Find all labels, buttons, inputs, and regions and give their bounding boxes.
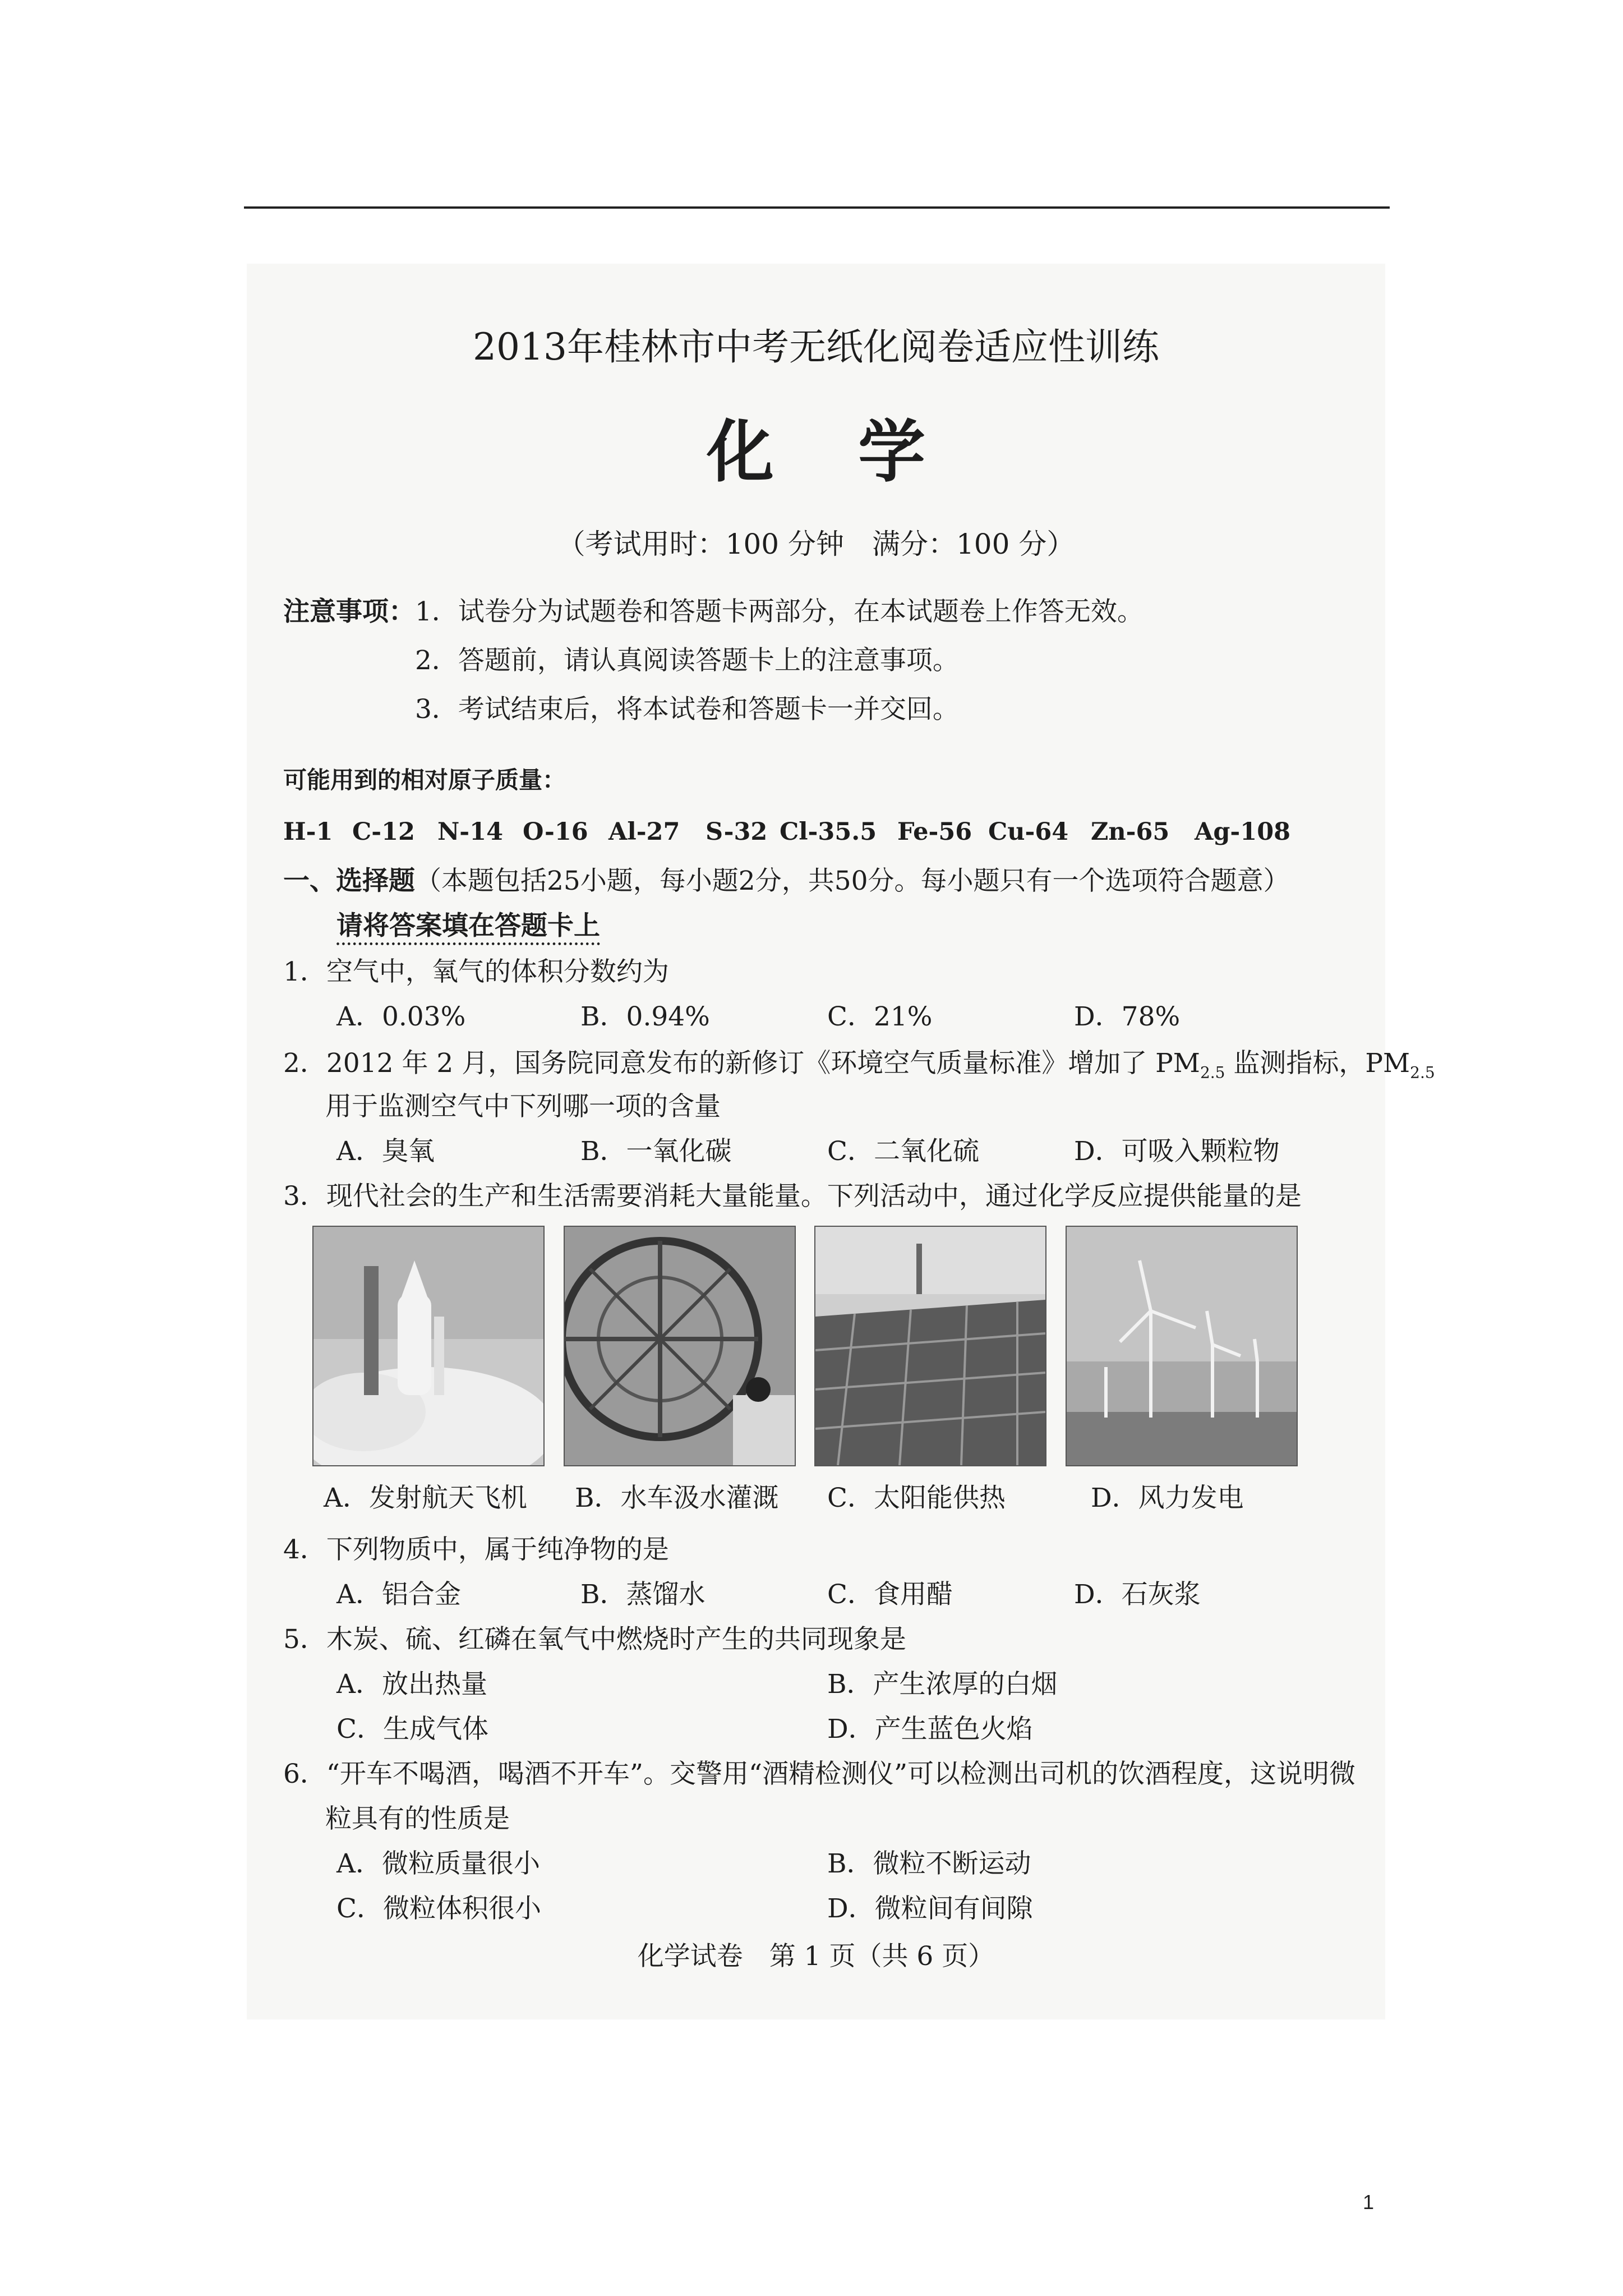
mass-c: C-12 — [352, 818, 415, 846]
mass-cl: Cl-35.5 — [780, 818, 877, 846]
q4-option-c: C．食用醋 — [827, 1579, 953, 1610]
q3-option-a: A．发射航天飞机 — [324, 1483, 527, 1513]
waterwheel-photo — [564, 1226, 796, 1466]
solar-heater-photo — [814, 1226, 1046, 1466]
q1-stem: 1．空气中，氧气的体积分数约为 — [283, 956, 669, 987]
exam-title: 2013年桂林市中考无纸化阅卷适应性训练 — [473, 325, 1159, 369]
q3-option-b: B．水车汲水灌溉 — [575, 1483, 779, 1513]
mass-h: H-1 — [283, 818, 333, 846]
q1-option-d: D．78% — [1074, 1001, 1181, 1032]
q2-option-b: B．一氧化碳 — [580, 1136, 732, 1167]
q5-option-c: C．生成气体 — [336, 1714, 488, 1745]
q6-stem-line1: 6．“开车不喝酒，喝酒不开车”。交警用“酒精检测仪”可以检测出司机的饮酒程度，这说明微 — [283, 1759, 1356, 1789]
q3-option-d: D．风力发电 — [1091, 1483, 1244, 1513]
q1-option-c: C．21% — [827, 1001, 933, 1032]
q2-stem-line2: 用于监测空气中下列哪一项的含量 — [325, 1091, 721, 1122]
q5-stem: 5．木炭、硫、红磷在氧气中燃烧时产生的共同现象是 — [283, 1624, 906, 1655]
atomic-mass-label: 可能用到的相对原子质量： — [283, 766, 566, 794]
q6-option-c: C．微粒体积很小 — [336, 1893, 541, 1924]
section-heading: 一、选择题（本题包括25小题，每小题2分，共50分。每小题只有一个选项符合题意） — [283, 866, 1290, 896]
page-footer: 化学试卷 第 1 页（共 6 页） — [637, 1941, 995, 1972]
notes-label: 注意事项： — [283, 596, 415, 627]
q2-option-d: D．可吸入颗粒物 — [1074, 1136, 1280, 1167]
q3-stem: 3．现代社会的生产和生活需要消耗大量能量。下列活动中，通过化学反应提供能量的是 — [283, 1181, 1302, 1212]
waterwheel-image — [565, 1227, 795, 1465]
q2-stem-line1: 2．2012 年 2 月，国务院同意发布的新修订《环境空气质量标准》增加了 $PM_{2.5}$ 监测指标，$PM_{2.5}$ — [283, 1048, 1435, 1082]
wind-turbine-photo — [1066, 1226, 1298, 1466]
q5-option-a: A．放出热量 — [336, 1669, 487, 1700]
note-item-1: 1．试卷分为试题卷和答题卡两部分，在本试题卷上作答无效。 — [415, 596, 1144, 627]
mass-al: Al-27 — [608, 818, 680, 846]
q4-option-a: A．铝合金 — [336, 1579, 461, 1610]
q4-stem: 4．下列物质中，属于纯净物的是 — [283, 1534, 669, 1565]
mass-o: O-16 — [523, 818, 588, 846]
q3-option-c: C．太阳能供热 — [827, 1483, 1006, 1513]
note-item-3: 3．考试结束后，将本试卷和答题卡一并交回。 — [415, 694, 959, 725]
solar-heater-image — [815, 1227, 1045, 1465]
exam-duration: （考试用时：100 分钟 满分：100 分） — [557, 528, 1075, 560]
q1-option-a: A．0.03% — [336, 1001, 466, 1032]
shuttle-launch-image — [313, 1227, 543, 1465]
page-number: 1 — [1363, 2191, 1375, 2214]
q5-option-d: D．产生蓝色火焰 — [827, 1714, 1033, 1745]
q1-option-b: B．0.94% — [580, 1001, 710, 1032]
q2-option-a: A．臭氧 — [336, 1136, 435, 1167]
mass-n: N-14 — [437, 818, 503, 846]
q6-option-b: B．微粒不断运动 — [827, 1848, 1031, 1879]
mass-zn: Zn-65 — [1091, 818, 1170, 846]
q6-option-a: A．微粒质量很小 — [336, 1848, 540, 1879]
subject-title: 化学 — [707, 412, 1009, 491]
q2-option-c: C．二氧化硫 — [827, 1136, 979, 1167]
top-rule — [244, 206, 1390, 209]
q4-option-d: D．石灰浆 — [1074, 1579, 1201, 1610]
mass-cu: Cu-64 — [988, 818, 1069, 846]
mass-s: S-32 — [706, 818, 768, 846]
mass-ag: Ag-108 — [1195, 818, 1291, 846]
wind-turbine-image — [1067, 1227, 1297, 1465]
exam-page-scan — [247, 264, 1435, 2019]
q6-stem-line2: 粒具有的性质是 — [325, 1803, 510, 1834]
q6-option-d: D．微粒间有间隙 — [827, 1893, 1033, 1924]
q4-option-b: B．蒸馏水 — [580, 1579, 706, 1610]
q5-option-b: B．产生浓厚的白烟 — [827, 1669, 1058, 1700]
answer-reminder: 请将答案填在答题卡上 — [336, 910, 600, 941]
note-item-2: 2．答题前，请认真阅读答题卡上的注意事项。 — [415, 645, 959, 676]
shuttle-launch-photo — [312, 1226, 545, 1466]
mass-fe: Fe-56 — [897, 818, 972, 846]
